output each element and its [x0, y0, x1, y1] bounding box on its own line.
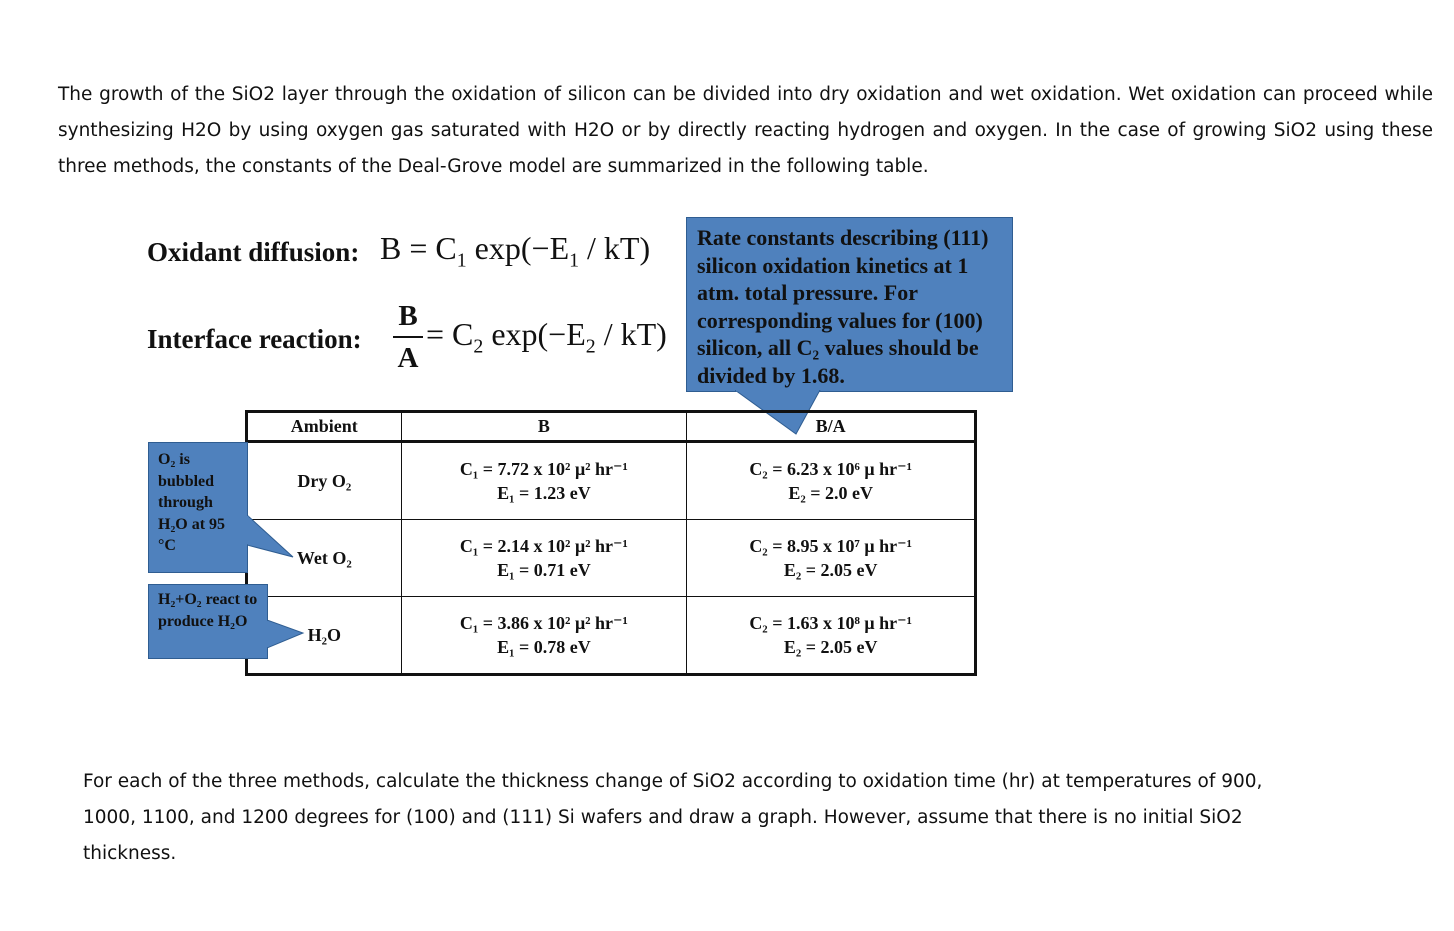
b-over-a-fraction	[393, 298, 423, 376]
ba-e-value: E₂ = 2.0 eV	[788, 483, 873, 503]
deal-grove-constants-table	[245, 410, 977, 676]
ba-c-value: C₂ = 1.63 x 10⁸ μ hr⁻¹	[749, 613, 912, 633]
table-row	[247, 520, 976, 597]
ba-cell	[687, 442, 976, 520]
ba-e-value: E₂ = 2.05 eV	[783, 560, 878, 580]
interface-label: Interface reaction:	[147, 324, 362, 354]
b-cell	[401, 597, 687, 675]
header-b-over-a: B/A	[687, 412, 976, 442]
b-e-value: E₁ = 1.23 eV	[497, 483, 591, 503]
fraction-bar	[393, 336, 423, 338]
ambient-cell: H₂O	[247, 597, 402, 675]
b-c-value: C₁ = 7.72 x 10² μ² hr⁻¹	[459, 459, 628, 479]
h2-o2-react-callout: H₂+O₂ react to produce H₂O	[148, 584, 268, 659]
ba-c-value: C₂ = 8.95 x 10⁷ μ hr⁻¹	[749, 536, 912, 556]
table-row	[247, 442, 976, 520]
rate-constants-callout: Rate constants describing (111) silicon oxidation kinetics at 1 atm. total pressure. For corresponding values for (100) silicon, all C₂ values should be divided by 1.68.	[686, 217, 1013, 392]
intro-paragraph: The growth of the SiO2 layer through the oxidation of silicon can be divided into dry oxidation and wet oxidation. Wet oxidation can proceed while synthesizing H2O by using oxygen gas saturated with H2O or by directly reacting hydrogen and oxygen. In the case of growing SiO2 using these three methods, the constants of the Deal-Grove model are summarized in the following table.	[58, 84, 1433, 177]
task-paragraph: For each of the three methods, calculate the thickness change of SiO2 according to oxidation time (hr) at temperatures of 900, 1000, 1100, and 1200 degrees for (100) and (111) Si wafers and draw a graph. However, assume that there is no initial SiO2 thickness.	[83, 771, 1263, 864]
b-c-value: C₁ = 3.86 x 10² μ² hr⁻¹	[459, 613, 628, 633]
diffusion-label: Oxidant diffusion:	[147, 237, 360, 267]
fraction-numerator: B	[398, 300, 418, 332]
b-cell	[401, 520, 687, 597]
ba-c-value: C₂ = 6.23 x 10⁶ μ hr⁻¹	[749, 459, 912, 479]
ambient-cell: Dry O₂	[247, 442, 402, 520]
h2o2-callout-pointer	[267, 620, 307, 660]
b-e-value: E₁ = 0.71 eV	[497, 560, 591, 580]
ba-cell	[687, 520, 976, 597]
ba-cell	[687, 597, 976, 675]
header-ambient: Ambient	[247, 412, 402, 442]
diffusion-equation: $B = C_1$ $\exp(-E_1 / kT)$	[380, 230, 651, 272]
ba-e-value: E₂ = 2.05 eV	[783, 637, 878, 657]
header-b: B	[401, 412, 687, 442]
b-cell	[401, 442, 687, 520]
table-row	[247, 597, 976, 675]
b-c-value: C₁ = 2.14 x 10² μ² hr⁻¹	[459, 536, 628, 556]
interface-equation: = $C_2$ $\exp(-E_2 / kT)$	[426, 316, 667, 358]
b-e-value: E₁ = 0.78 eV	[497, 637, 591, 657]
o2-callout-pointer	[247, 515, 297, 565]
ambient-cell: Wet O₂	[247, 520, 402, 597]
bubbled-o2-callout: O₂ is bubbled through H₂O at 95 °C	[148, 442, 248, 573]
fraction-denominator: A	[397, 342, 419, 374]
